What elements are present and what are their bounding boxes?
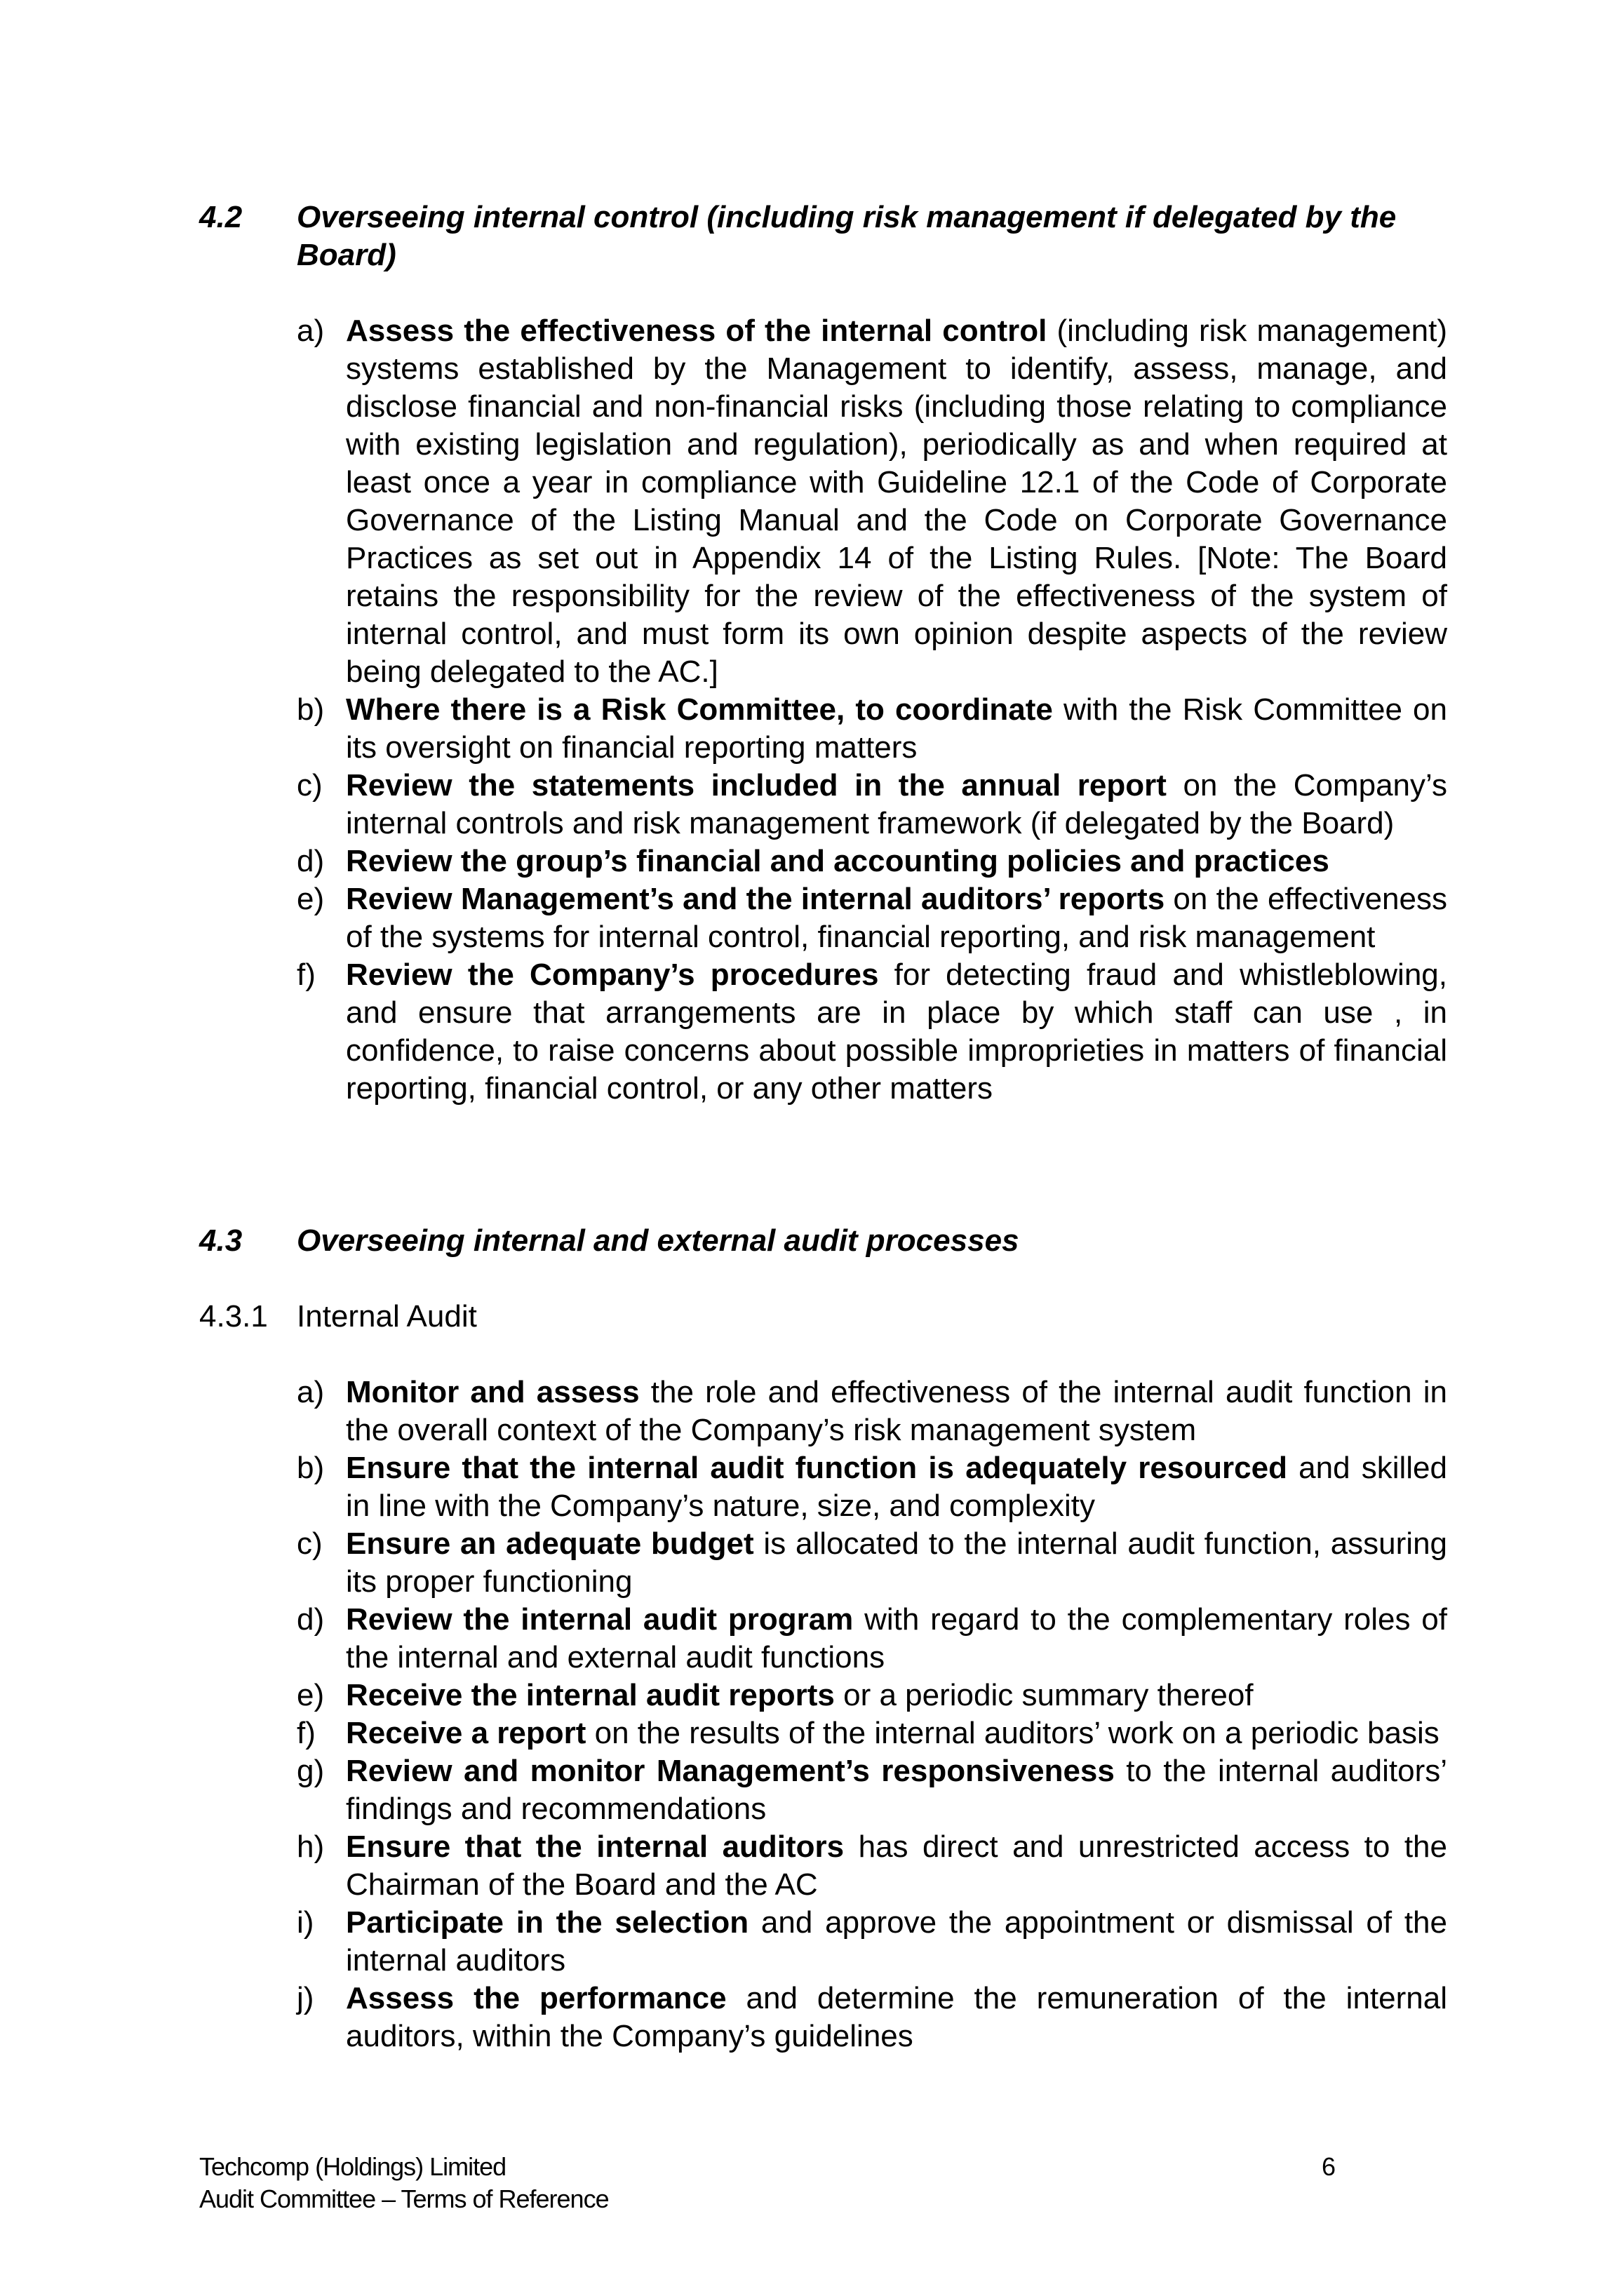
list-item (297, 691, 1447, 767)
item-bold-text: Assess the effectiveness of the internal control (346, 314, 1047, 348)
item-letter: b) (297, 1451, 325, 1485)
item-bold-text: Ensure that the internal auditors (346, 1830, 845, 1864)
item-letter: d) (297, 1602, 325, 1637)
item-bold-text: Monitor and assess (346, 1375, 640, 1409)
list-item (297, 1752, 1447, 1828)
list-4-2 (297, 312, 1447, 1108)
item-bold-text: Review and monitor Management’s responsiveness (346, 1754, 1115, 1788)
item-bold-text: Receive the internal audit reports (346, 1678, 835, 1712)
item-letter: d) (297, 844, 325, 878)
page-footer (199, 2151, 1336, 2215)
item-letter: b) (297, 692, 325, 727)
item-text: is allocated to the internal audit function, assuring its proper functioning (346, 1526, 1448, 1599)
item-text: on the effectiveness of the systems for internal control, financial reporting, and risk management (346, 882, 1447, 954)
list-item (297, 880, 1447, 956)
item-text: and approve the appointment or dismissal of the internal auditors (346, 1905, 1447, 1978)
item-letter: f) (297, 958, 316, 992)
item-bold-text: Review the internal audit program (346, 1602, 854, 1637)
section-number: 4.3 (199, 1223, 243, 1258)
item-letter: a) (297, 314, 325, 348)
item-text: and determine the remuneration of the internal auditors, within the Company’s guidelines (346, 1981, 1447, 2053)
item-text: with the Risk Committee on its oversight on financial reporting matters (346, 692, 1447, 765)
item-letter: h) (297, 1830, 325, 1864)
item-letter: a) (297, 1375, 325, 1409)
item-letter: c) (297, 1526, 323, 1561)
item-bold-text: Where there is a Risk Committee, to coordinate (346, 692, 1053, 727)
item-letter: g) (297, 1754, 325, 1788)
footer-company: Techcomp (Holdings) Limited (199, 2152, 506, 2181)
item-text: on the results of the internal auditors’ work on a periodic basis (586, 1716, 1440, 1750)
item-bold-text: Review Management’s and the internal auditors’ reports (346, 882, 1165, 916)
item-bold-text: Participate in the selection (346, 1905, 749, 1940)
item-text: with regard to the complementary roles of the internal and external audit functions (346, 1602, 1448, 1674)
item-letter: e) (297, 882, 325, 916)
item-text: has direct and unrestricted access to the Chairman of the Board and the AC (346, 1830, 1447, 1902)
item-text: for detecting fraud and whistleblowing, and ensure that arrangements are in place by which staff can use , in confidence, to raise concerns about possible improprieties in matters of financial reporting, financial control, or any other matters (346, 958, 1447, 1106)
item-text: the role and effectiveness of the internal audit function in the overall context of the Company’s risk management system (346, 1375, 1448, 1447)
list-item (297, 312, 1447, 691)
item-text: on the Company’s internal controls and risk management framework (if delegated by the Board) (346, 768, 1447, 840)
list-item (297, 1677, 1447, 1714)
list-item (297, 1904, 1447, 1980)
item-bold-text: Review the Company’s procedures (346, 958, 879, 992)
item-letter: f) (297, 1716, 316, 1750)
subsection-number: 4.3.1 (199, 1299, 268, 1334)
item-letter: j) (297, 1981, 314, 2015)
page-number: 6 (1321, 2152, 1336, 2181)
item-letter: e) (297, 1678, 325, 1712)
list-item (297, 1980, 1447, 2055)
section-title: Overseeing internal control (including risk management if delegated by the Board) (297, 200, 1397, 272)
list-item (297, 1449, 1447, 1525)
item-bold-text: Receive a report (346, 1716, 586, 1750)
list-item (297, 1601, 1447, 1677)
item-letter: i) (297, 1905, 314, 1940)
list-item (297, 1374, 1447, 1449)
item-text: (including risk management) systems established by the Management to identify, assess, manage, and disclose financial and non-financial risks (including those relating to compliance with existing legislation and regulation), periodically as and when required at least once a year in compliance with Guideline 12.1 of the Code of Corporate Governance of the Listing Manual and the Code on Corporate Governance Practices as set out in Appendix 14 of the Listing Rules. [Note: The Board retains the responsibility for the review of the effectiveness of the system of internal control, and must form its own opinion despite aspects of the review being delegated to the AC.] (346, 314, 1447, 689)
subsection-title: Internal Audit (297, 1299, 477, 1334)
section-number: 4.2 (199, 200, 243, 234)
item-bold-text: Ensure an adequate budget (346, 1526, 754, 1561)
list-4-3-1 (297, 1374, 1447, 2055)
item-text: to the internal auditors’ findings and recommendations (346, 1754, 1447, 1826)
footer-document-title: Audit Committee – Terms of Reference (199, 2184, 609, 2213)
item-bold-text: Assess the performance (346, 1981, 727, 2015)
list-item (297, 767, 1447, 842)
item-text: or a periodic summary thereof (834, 1678, 1254, 1712)
section-title: Overseeing internal and external audit processes (297, 1223, 1019, 1258)
list-item (297, 956, 1447, 1108)
list-item (297, 1714, 1447, 1752)
list-item (297, 1828, 1447, 1904)
item-bold-text: Review the statements included in the annual report (346, 768, 1167, 803)
item-text: and skilled in line with the Company’s nature, size, and complexity (346, 1451, 1447, 1523)
item-letter: c) (297, 768, 323, 803)
item-bold-text: Review the group’s financial and accounting policies and practices (346, 844, 1329, 878)
list-item (297, 1525, 1447, 1601)
list-item (297, 842, 1447, 880)
item-bold-text: Ensure that the internal audit function is adequately resourced (346, 1451, 1287, 1485)
